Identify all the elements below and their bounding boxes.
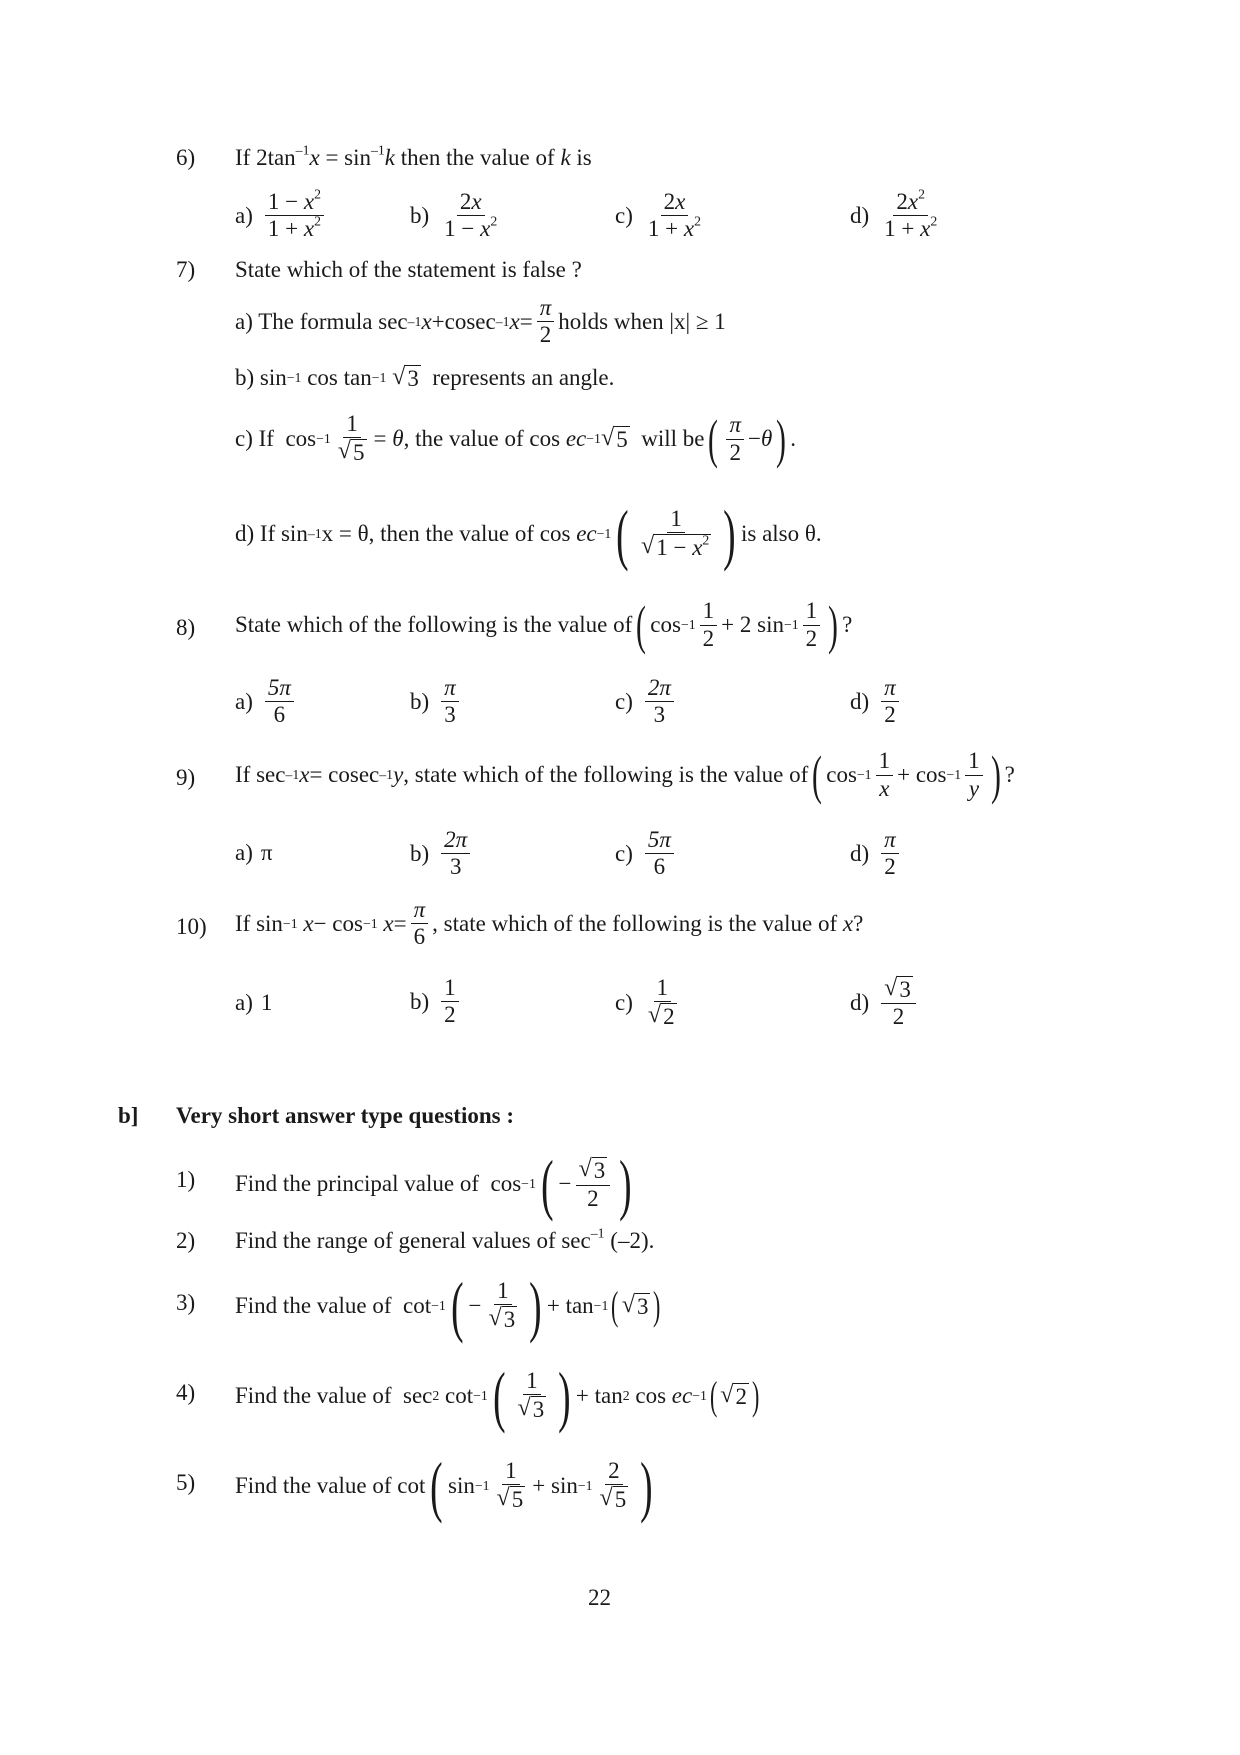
q6-option-d: d) $\frac{2x^2}{1 + x^2}$ xyxy=(850,186,938,242)
q10-option-d: d) √ 3 2 xyxy=(850,976,920,1029)
q9-option-d: d) $\frac{\pi}{2}$ xyxy=(850,828,903,879)
q7-statement-a: a) The formula sec –1 x +cosec –1 x = $\frac{\pi}{2}$ holds when |x| ≥ 1 xyxy=(235,295,726,348)
q10-stem: If sin −1 x − cos −1 x = $\frac{\pi}{6}$ , state which of the following is the value of x ? xyxy=(235,897,864,950)
q6-option-a: a) $\frac{1 - x^2}{1 + x^2}$ xyxy=(235,190,328,241)
vsa-3-number: 3) xyxy=(176,1290,196,1315)
q9-stem: If sec –1 x = cosec –1 y , state which of the following is the value of ( cos −1 $\frac{1}{x}$ + cos −1 $\frac{1}{y}$ ) ? xyxy=(235,745,1015,805)
q9-number: 9) xyxy=(176,765,196,790)
q9-option-b: b) $\frac{2\pi}{3}$ xyxy=(410,828,474,879)
q6-number: 6) xyxy=(176,145,196,170)
q8-option-b: b) $\frac{\pi}{3}$ xyxy=(410,676,463,727)
section-b-label: b] xyxy=(118,1103,139,1128)
q8-stem: State which of the following is the value of ( cos −1 $\frac{1}{2}$ + 2 sin −1 $\frac{1}{2}$ ) ? xyxy=(235,595,853,655)
q9-option-c: c) $\frac{5\pi}{6}$ xyxy=(615,828,678,879)
q8-number: 8) xyxy=(176,615,196,640)
page-number: 22 xyxy=(588,1585,611,1610)
vsa-5-text: Find the value of cot ( sin −1 1 √ 5 + sin −1 2 √ 5 ) xyxy=(235,1448,653,1524)
q6-option-c: c) $\frac{2x}{1 + x^2}$ xyxy=(615,189,701,242)
vsa-4-text: Find the value of sec 2 cot −1 ( 1 √ 3 ) + tan 2 cos ec −1 ( √ 2 ) xyxy=(235,1358,760,1434)
vsa-4-number: 4) xyxy=(176,1380,196,1405)
q8-option-c: c) $\frac{2\pi}{3}$ xyxy=(615,676,678,727)
q10-number: 10) xyxy=(176,914,207,939)
q6-stem: If $2\tan^{-1}x = \sin^{-1}k$ then the value of k is xyxy=(235,142,592,170)
q10-option-b: b) $\frac{1}{2}$ xyxy=(410,976,463,1027)
q7-stem: State which of the statement is false ? xyxy=(235,257,582,282)
q8-option-d: d) $\frac{\pi}{2}$ xyxy=(850,676,903,727)
q7-statement-c: c) If cos −1 1 √ 5 = θ , the value of cos ec −1 √ 5 will be ( $\frac{\pi}{2}$ − θ ) . xyxy=(235,409,796,469)
vsa-5-number: 5) xyxy=(176,1470,196,1495)
q6-option-b: b) $\frac{2x}{1 - x^2}$ xyxy=(410,189,498,242)
q8-option-a: a) $\frac{5\pi}{6}$ xyxy=(235,676,298,727)
vsa-2-number: 2) xyxy=(176,1228,196,1253)
q10-option-a: a) 1 xyxy=(235,990,273,1015)
q9-option-a: a) π xyxy=(235,840,273,865)
q7-statement-b: b) sin −1 cos tan −1 √ 3 represents an angle. xyxy=(235,363,615,391)
section-b-title: Very short answer type questions : xyxy=(176,1103,514,1128)
vsa-1-text: Find the principal value of cos −1 ( − √ 3 2 ) xyxy=(235,1146,632,1222)
vsa-3-text: Find the value of cot −1 ( − 1 √ 3 ) + tan −1 ( √ 3 ) xyxy=(235,1268,661,1344)
q10-option-c: c) 1 √ 2 xyxy=(615,975,675,1030)
vsa-2-text: Find the range of general values of $\sec^{-1} (-2)$. xyxy=(235,1225,655,1253)
q7-statement-d: d) If sin –1 x = θ, then the value of cos ec −1 ( 1 √ $1 - x^2$ ) is also θ. xyxy=(235,496,822,572)
q7-number: 7) xyxy=(176,257,196,282)
vsa-1-number: 1) xyxy=(176,1167,196,1192)
